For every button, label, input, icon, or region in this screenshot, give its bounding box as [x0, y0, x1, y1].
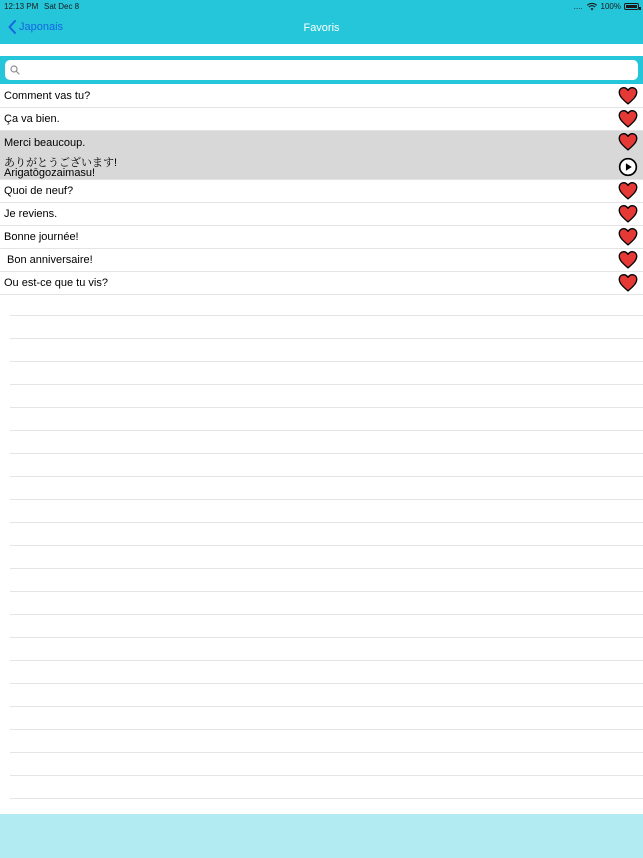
phrase-text: Bon anniversaire!: [4, 254, 93, 266]
back-label: Japonais: [19, 21, 64, 33]
heart-icon[interactable]: [618, 132, 638, 152]
status-right: [574, 2, 621, 11]
list-item[interactable]: [0, 272, 643, 295]
heart-icon[interactable]: [618, 227, 638, 247]
heart-icon[interactable]: [618, 109, 638, 129]
signal-dots: ....: [573, 2, 583, 11]
phrase-text: Merci beaucoup.: [4, 137, 86, 149]
search-field[interactable]: [5, 60, 638, 80]
top-bar: [0, 0, 643, 44]
play-icon[interactable]: [618, 157, 638, 177]
favorites-list: [0, 85, 643, 295]
phrase-text: Quoi de neuf?: [4, 185, 74, 197]
list-item[interactable]: [0, 203, 643, 226]
battery-percent: 100%: [600, 2, 621, 11]
bottom-bar: [0, 814, 643, 858]
status-time: 12:13 PM: [4, 2, 39, 11]
list-item[interactable]: [0, 180, 643, 203]
heart-icon[interactable]: [618, 250, 638, 270]
list-item-selected[interactable]: [0, 131, 643, 180]
status-date: Sat Dec 8: [44, 2, 80, 11]
list-item[interactable]: [0, 108, 643, 131]
phrase-text: Comment vas tu?: [4, 90, 91, 102]
translation-romaji: Arigatōgozaimasu!: [4, 167, 96, 179]
status-bar: [4, 2, 639, 12]
heart-icon[interactable]: [618, 181, 638, 201]
phrase-text: Ça va bien.: [4, 113, 60, 125]
navigation-bar: [0, 14, 643, 44]
phrase-text: Je reviens.: [4, 208, 58, 220]
search-icon: [10, 65, 20, 75]
search-bar: [0, 56, 643, 84]
phrase-text: Ou est-ce que tu vis?: [4, 277, 108, 289]
heart-icon[interactable]: [618, 273, 638, 293]
page-title: Favoris: [303, 22, 340, 34]
phrase-text: Bonne journée!: [4, 231, 79, 243]
battery-icon: [624, 3, 639, 10]
search-input[interactable]: [25, 62, 625, 78]
list-item[interactable]: [0, 85, 643, 108]
list-item[interactable]: [0, 226, 643, 249]
translation-japanese: ありがとうございます!: [4, 157, 118, 169]
spacer: [0, 44, 643, 56]
wifi-icon: [587, 3, 597, 11]
empty-row-separators: [10, 293, 643, 799]
heart-icon[interactable]: [618, 86, 638, 106]
list-item[interactable]: [0, 249, 643, 272]
heart-icon[interactable]: [618, 204, 638, 224]
